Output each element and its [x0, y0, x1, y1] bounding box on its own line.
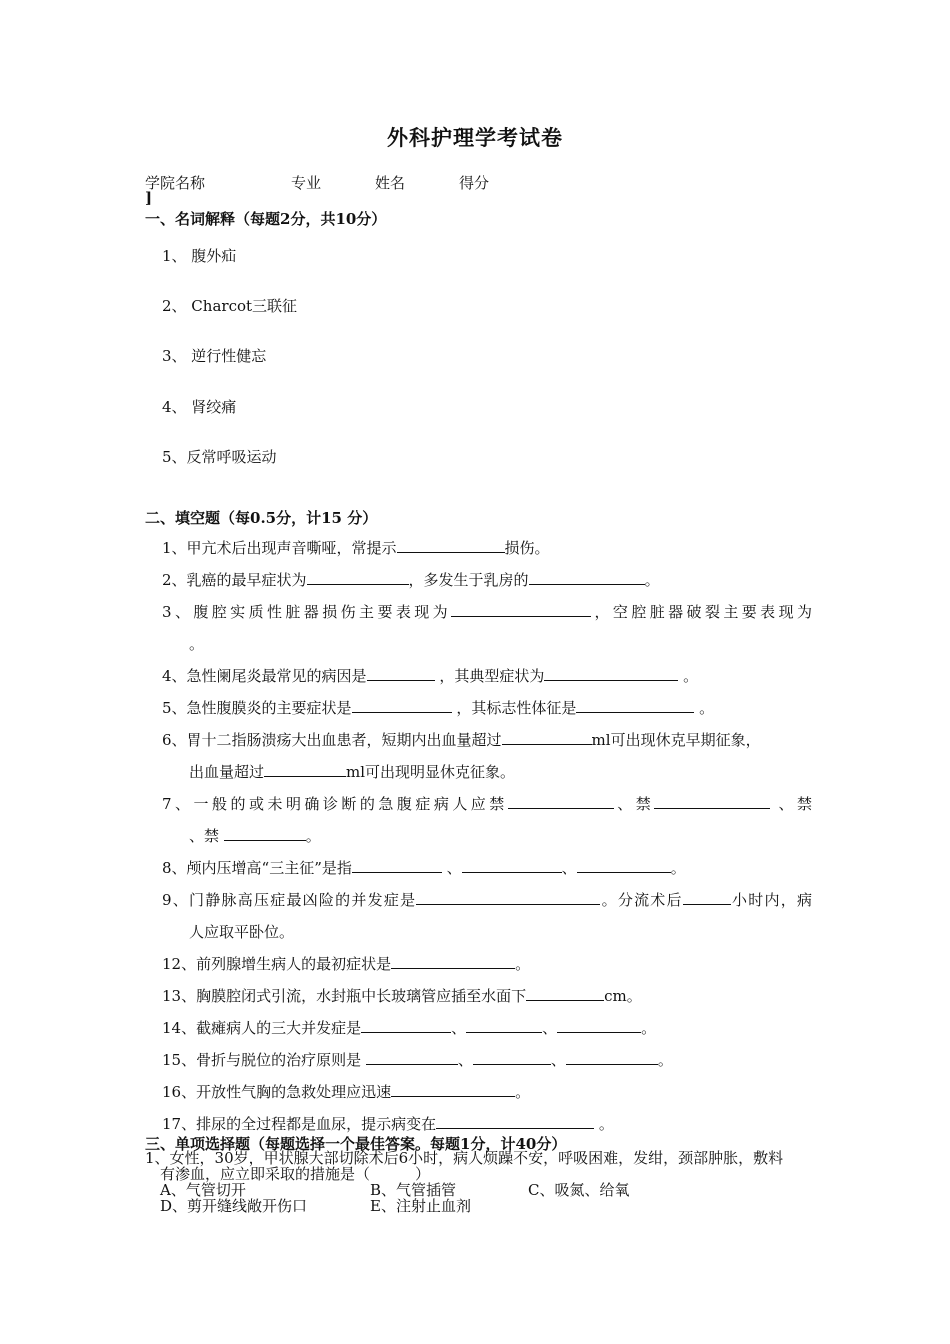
mc-question-1-line1: 1、女性，30岁，甲状腺大部切除术后6小时，病人烦躁不安，呼吸困难，发绀，颈部肿胀，敷料: [145, 1149, 784, 1167]
question-text: 、禁: [613, 795, 655, 813]
question-text: 、: [451, 1019, 467, 1037]
answer-blank[interactable]: [502, 729, 592, 745]
fill-question-4: [162, 660, 812, 692]
question-text: 13、胸膜腔闭式引流，水封瓶中长玻璃管应插至水面下: [162, 987, 527, 1005]
question-text: 。: [678, 667, 699, 685]
term-item: 3、 逆行性健忘: [162, 347, 267, 365]
answer-blank[interactable]: [529, 569, 645, 585]
answer-blank[interactable]: [577, 857, 671, 873]
answer-blank[interactable]: [224, 825, 306, 841]
option-b[interactable]: B、气管插管: [370, 1181, 457, 1199]
fill-question-5: [162, 692, 812, 724]
fill-question-15: [162, 1044, 812, 1076]
answer-blank[interactable]: [473, 1049, 551, 1065]
exam-title: 外科护理学考试卷: [387, 125, 563, 150]
answer-blank[interactable]: [462, 857, 562, 873]
answer-blank[interactable]: [416, 889, 600, 905]
answer-blank[interactable]: [544, 665, 678, 681]
term-item: 4、 肾绞痛: [162, 398, 237, 416]
question-text: 9、门静脉高压症最凶险的并发症是: [162, 891, 417, 909]
name-label: 姓名: [375, 174, 406, 192]
question-text: 12、前列腺增生病人的最初症状是: [162, 955, 392, 973]
question-text: ，其标志性体征是: [451, 699, 577, 717]
answer-blank[interactable]: [352, 857, 442, 873]
section-1-heading: 一、名词解释（每题2分，共10分）: [145, 210, 387, 228]
question-text: 15、骨折与脱位的治疗原则是: [162, 1051, 366, 1069]
question-text: 出血量超过: [189, 763, 265, 781]
question-text: 、: [441, 859, 462, 877]
question-text: 5、急性腹膜炎的主要症状是: [162, 699, 352, 717]
option-d[interactable]: D、剪开缝线敞开伤口: [160, 1197, 308, 1215]
answer-blank[interactable]: [557, 1017, 641, 1033]
question-text: ，空腔脏器破裂主要表现为: [591, 603, 812, 621]
fill-question-9: [162, 884, 812, 948]
question-text: 。: [657, 1051, 673, 1069]
question-text: ml可出现休克早期征象，: [591, 731, 761, 749]
section-3-heading: 三、单项选择题（每题选择一个最佳答案。每题1分，计40分）: [145, 1135, 567, 1153]
question-text: 1、甲亢术后出现声音嘶哑，常提示: [162, 539, 397, 557]
fill-question-1: [162, 532, 812, 564]
answer-blank[interactable]: [654, 793, 770, 809]
major-label: 专业: [291, 174, 322, 192]
question-text: 人应取平卧位。: [189, 923, 295, 941]
question-text: 、禁: [770, 795, 812, 813]
answer-blank[interactable]: [307, 569, 409, 585]
answer-blank[interactable]: [451, 601, 591, 617]
fill-question-6: [162, 724, 812, 788]
answer-blank[interactable]: [508, 793, 614, 809]
term-item: 2、 Charcot三联征: [162, 297, 298, 315]
question-text: 8、颅内压增高“三主征”是指: [162, 859, 352, 877]
mc-question-1-line2: 有渗血，应立即采取的措施是（ ）: [160, 1165, 431, 1183]
question-text: 。: [515, 955, 531, 973]
question-text: 、: [550, 1051, 566, 1069]
question-text: 、: [542, 1019, 558, 1037]
question-text: 、: [457, 1051, 473, 1069]
fill-question-8: [162, 852, 812, 884]
question-text: 6、胃十二指肠溃疡大出血患者，短期内出血量超过: [162, 731, 502, 749]
question-text: 。: [594, 1115, 614, 1133]
option-c[interactable]: C、吸氮、给氧: [528, 1181, 630, 1199]
question-text: 。: [189, 635, 205, 653]
answer-blank[interactable]: [264, 761, 346, 777]
answer-blank[interactable]: [566, 1049, 658, 1065]
question-text: 。: [670, 859, 686, 877]
question-text: 7、一般的或未明确诊断的急腹症病人应禁: [162, 795, 508, 813]
fill-question-14: [162, 1012, 812, 1044]
section-2-heading: 二、填空题（每0.5分，计15 分）: [145, 509, 378, 527]
college-label: 学院名称: [145, 174, 206, 192]
answer-blank[interactable]: [352, 697, 452, 713]
question-text: ml可出现明显休克征象。: [346, 763, 516, 781]
answer-blank[interactable]: [366, 1049, 458, 1065]
question-text: 。: [515, 1083, 531, 1101]
score-label: 得分: [459, 174, 490, 192]
answer-blank[interactable]: [683, 889, 731, 905]
option-a[interactable]: A、气管切开: [160, 1181, 246, 1199]
question-text: 小时内，病: [730, 891, 812, 909]
answer-blank[interactable]: [466, 1017, 542, 1033]
question-text: 。: [644, 571, 660, 589]
answer-blank[interactable]: [397, 537, 505, 553]
question-text: cm。: [604, 987, 642, 1005]
fill-question-2: [162, 564, 812, 596]
question-text: 2、乳癌的最早症状为: [162, 571, 307, 589]
question-text: 4、急性阑尾炎最常见的病因是: [162, 667, 367, 685]
stray-bracket: ]: [145, 189, 153, 207]
answer-blank[interactable]: [391, 953, 515, 969]
question-text: 16、开放性气胸的急救处理应迅速: [162, 1083, 392, 1101]
fill-question-12: [162, 948, 812, 980]
question-text: 、: [561, 859, 577, 877]
question-text: 。分流术后: [600, 891, 683, 909]
fill-question-3: [162, 596, 812, 660]
question-text: 17、排尿的全过程都是血尿，提示病变在: [162, 1115, 437, 1133]
question-text: 14、截瘫病人的三大并发症是: [162, 1019, 362, 1037]
term-item: 5、反常呼吸运动: [162, 448, 277, 466]
answer-blank[interactable]: [576, 697, 694, 713]
answer-blank[interactable]: [367, 665, 435, 681]
term-item: 1、 腹外疝: [162, 247, 237, 265]
question-text: 。: [305, 827, 321, 845]
fill-question-7: [162, 788, 812, 852]
question-text: ，多发生于乳房的: [408, 571, 529, 589]
answer-blank[interactable]: [361, 1017, 451, 1033]
answer-blank[interactable]: [436, 1113, 594, 1129]
question-text: 。: [694, 699, 715, 717]
question-text: ，其典型症状为: [434, 667, 545, 685]
question-text: 。: [641, 1019, 657, 1037]
answer-blank[interactable]: [391, 1081, 515, 1097]
option-e[interactable]: E、注射止血剂: [370, 1197, 471, 1215]
question-text: 3、腹腔实质性脏器损伤主要表现为: [162, 603, 452, 621]
fill-question-16: [162, 1076, 812, 1108]
question-text: 、禁: [189, 827, 224, 845]
answer-blank[interactable]: [526, 985, 604, 1001]
fill-question-13: [162, 980, 812, 1012]
question-text: 损伤。: [504, 539, 550, 557]
